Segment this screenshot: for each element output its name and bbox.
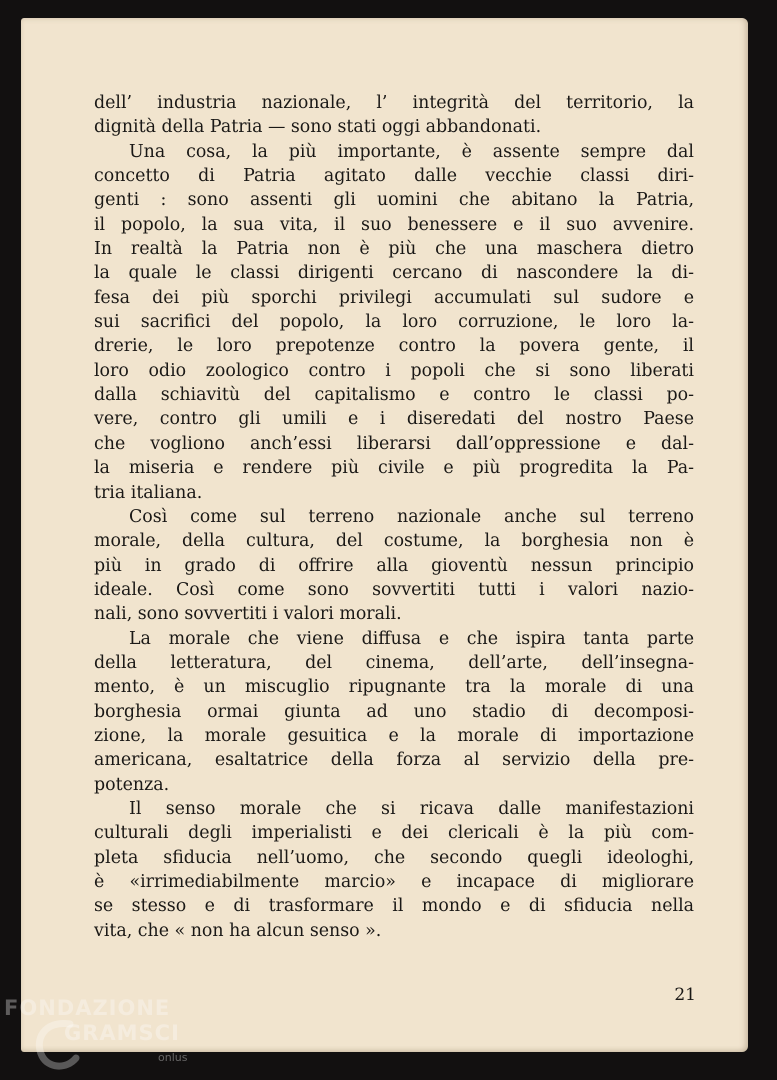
text-line: dignità della Patria — sono stati oggi abbandonati. — [94, 117, 542, 138]
text-line: In realtà la Patria non è più che una maschera dietro — [94, 239, 694, 260]
text-line: nali, sono sovvertiti i valori morali. — [94, 604, 402, 625]
text-line: se stesso e di trasformare il mondo e di sfiducia nella — [94, 896, 694, 917]
body-text — [94, 91, 694, 943]
text-line: dalla schiavitù del capitalismo e contro le classi po- — [94, 385, 694, 406]
text-line: borghesia ormai giunta ad uno stadio di decomposi- — [94, 701, 694, 722]
text-line: ideale. Così come sono sovvertiti tutti i valori nazio- — [94, 579, 694, 600]
text-line: drerie, le loro prepotenze contro la povera gente, il — [94, 336, 694, 357]
text-line: genti : sono assenti gli uomini che abitano la Patria, — [94, 190, 694, 211]
book-page — [21, 18, 748, 1052]
text-line: più in grado di offrire alla gioventù nessun principio — [94, 555, 694, 576]
text-line: la quale le classi dirigenti cercano di nascondere la di- — [94, 263, 694, 284]
text-line: zione, la morale gesuitica e la morale di importazione — [94, 725, 694, 746]
text-line: vita, che « non ha alcun senso ». — [94, 920, 382, 941]
text-line: culturali degli imperialisti e dei clericali è la più com- — [94, 823, 694, 844]
text-line: che vogliono anch’essi liberarsi dall’oppressione e dal- — [94, 433, 694, 454]
text-line: sui sacrifici del popolo, la loro corruzione, le loro la- — [94, 312, 694, 333]
text-line: Una cosa, la più importante, è assente sempre dal — [129, 141, 694, 162]
watermark-line2: GRAMSCI — [64, 1021, 180, 1045]
text-line: il popolo, la sua vita, il suo benessere e il suo avvenire. — [94, 214, 694, 235]
text-line: della letteratura, del cinema, dell’arte, dell’insegna- — [94, 652, 694, 673]
text-line: mento, è un miscuglio ripugnante tra la morale di una — [94, 677, 694, 698]
text-line: potenza. — [94, 774, 170, 795]
text-line: pleta sfiducia nell’uomo, che secondo quegli ideologhi, — [94, 847, 694, 868]
text-line: la miseria e rendere più civile e più progredita la Pa- — [94, 458, 694, 479]
watermark-line3: onlus — [158, 1051, 188, 1064]
text-line: Così come sul terreno nazionale anche sul terreno — [129, 506, 694, 527]
text-line: fesa dei più sporchi privilegi accumulati sul sudore e — [94, 287, 694, 308]
page-number: 21 — [674, 985, 696, 1005]
watermark-line1: FONDAZIONE — [4, 996, 171, 1020]
text-line: morale, della cultura, del costume, la borghesia non è — [94, 531, 694, 552]
text-line: vere, contro gli umili e i diseredati del nostro Paese — [94, 409, 694, 430]
text-line: tria italiana. — [94, 482, 203, 503]
text-line: loro odio zoologico contro i popoli che si sono liberati — [94, 360, 694, 381]
text-line: americana, esaltatrice della forza al servizio della pre- — [94, 750, 694, 771]
text-line: dell’ industria nazionale, l’ integrità del territorio, la — [94, 93, 694, 113]
text-line: concetto di Patria agitato dalle vecchie classi diri- — [94, 166, 694, 187]
text-line: La morale che viene diffusa e che ispira tanta parte — [129, 628, 694, 649]
text-line: è «irrimediabilmente marcio» e incapace di migliorare — [94, 872, 694, 892]
text-line: Il senso morale che si ricava dalle manifestazioni — [129, 798, 694, 819]
